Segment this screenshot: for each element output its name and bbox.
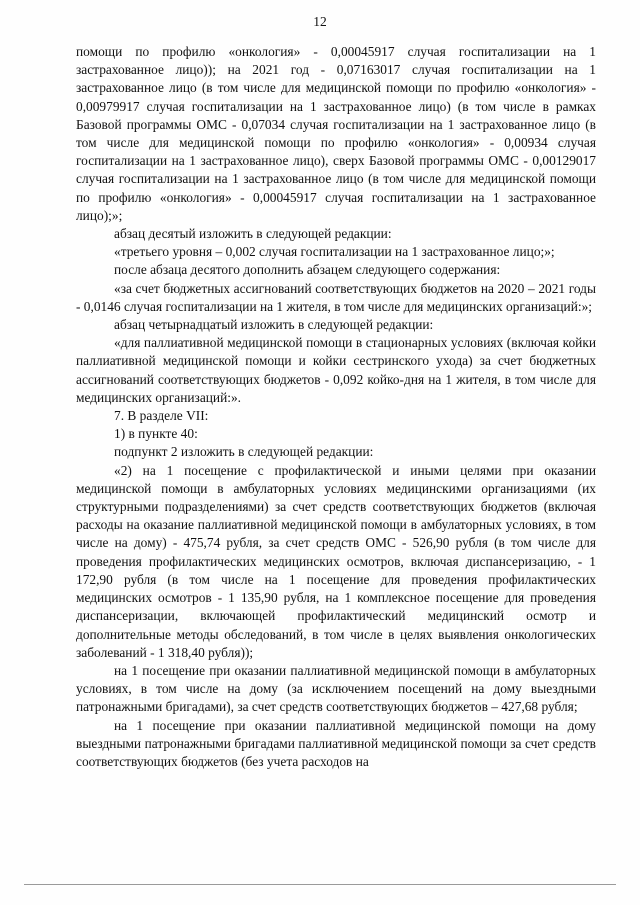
paragraph: «третьего уровня – 0,002 случая госпитализации на 1 застрахованное лицо;»;	[114, 244, 555, 260]
paragraph: подпункт 2 изложить в следующей редакции:	[114, 444, 374, 460]
paragraph: абзац десятый изложить в следующей редакции:	[114, 226, 392, 242]
paragraph: на 1 посещение при оказании паллиативной медицинской помощи на дому выездными патронажными бригадами паллиативной медицинской помощи за счет средств соответствующих бюджетов (без учета расходов на	[76, 717, 596, 769]
paragraph: «2) на 1 посещение с профилактической и иными целями при оказании медицинской помощи в амбулаторных условиях медицинскими организациями (их структурными подразделениями) за счет средств соответствующих бюджетов (включая расходы на оказание паллиативной медицинской помощи в амбулаторных условиях, в том числе на дому) - 475,74 рубля, за счет средств ОМС - 526,90 рубля (в том числе для проведения профилактических медицинских осмотров, включая диспансеризацию, - 1 172,90 рубля (в том числе на 1 посещение для проведения профилактических медицинских осмотров - 1 135,90 рубля, на 1 комплексное посещение для проведения диспансеризации, включающей профилактический медицинский осмотр и дополнительные методы обследований, в том числе в целях выявления онкологических заболеваний - 1 318,40 рубля));	[76, 462, 596, 660]
document-body	[76, 43, 596, 771]
page-bottom-rule	[24, 884, 616, 885]
paragraph: помощи по профилю «онкология» - 0,00045917 случая госпитализации на 1 застрахованное лицо)); на 2021 год - 0,07163017 случая госпитализации на 1 застрахованное лицо (в том числе для медицинской помощи по профилю «онкология» - 0,00979917 случая госпитализации на 1 застрахованное лицо) (в том числе в рамках Базовой программы ОМС - 0,07034 случая госпитализации на 1 застрахованное лицо (в том числе для медицинской помощи по профилю «онкология» - 0,00934 случая госпитализации на 1 застрахованное лицо), сверх Базовой программы ОМС - 0,00129017 случая госпитализации на 1 застрахованное лицо (в том числе для медицинской помощи по профилю «онкология» - 0,00045917 случая госпитализации на 1 застрахованное лицо);»;	[76, 44, 596, 223]
paragraph: абзац четырнадцатый изложить в следующей редакции:	[114, 317, 434, 333]
paragraph: «за счет бюджетных ассигнований соответствующих бюджетов на 2020 – 2021 годы - 0,0146 случая госпитализации на 1 жителя, в том числе для медицинских организаций:»;	[76, 280, 596, 314]
paragraph: 1) в пункте 40:	[114, 426, 198, 442]
paragraph: на 1 посещение при оказании паллиативной медицинской помощи в амбулаторных условиях, в том числе на дому (за исключением посещений на дому выездными патронажными бригадами), за счет средств соответствующих бюджетов – 427,68 рубля;	[76, 662, 596, 715]
page-number: 12	[313, 14, 327, 29]
paragraph: «для паллиативной медицинской помощи в стационарных условиях (включая койки паллиативной медицинской помощи и койки сестринского ухода) за счет бюджетных ассигнований соответствующих бюджетов - 0,092 койко-дня на 1 жителя, в том числе для медицинских организаций:».	[76, 335, 596, 405]
section-heading: 7. В разделе VII:	[114, 408, 209, 424]
paragraph: после абзаца десятого дополнить абзацем следующего содержания:	[114, 262, 501, 278]
